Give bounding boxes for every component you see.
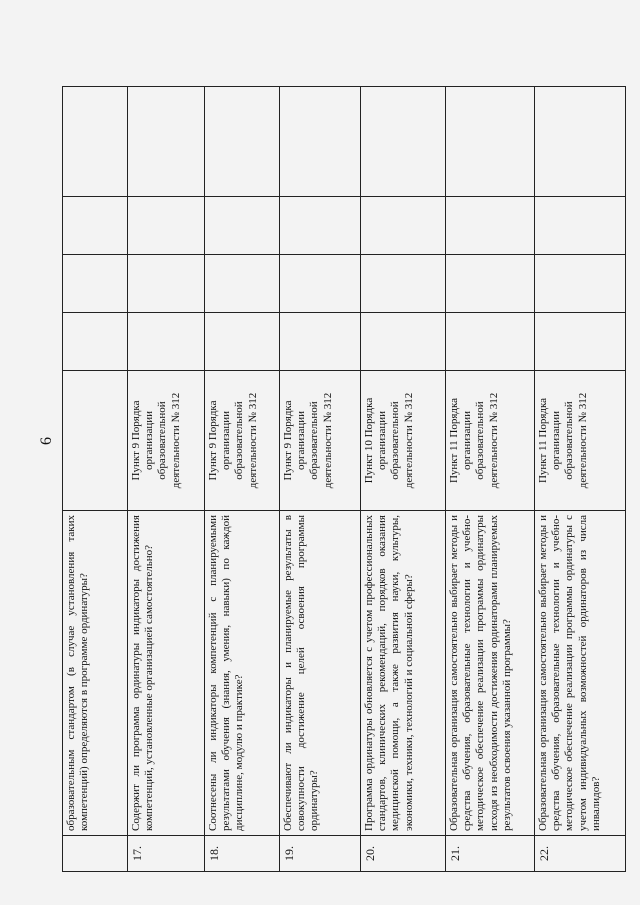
notes-cell — [205, 87, 280, 197]
question-cell: Программа ординатуры обновляется с учетом профессиональных стандартов, клинических рекомендаций, порядков оказания медицинской помощи, а также развития науки, культуры, экономики, техники, технологий и социальной сферы? — [361, 511, 446, 836]
question-cell: образовательным стандартом (в случае установления таких компетенций) определяются в программе ординатуры? — [63, 511, 128, 836]
question-cell: Соотнесены ли индикаторы компетенций с планируемыми результатами обучения (знания, умения, навыки) по каждой дисциплине, модулю и практике? — [205, 511, 280, 836]
checklist-table — [62, 86, 626, 872]
notes-cell — [280, 87, 361, 197]
answer-cell — [446, 255, 535, 313]
answer-cell — [446, 313, 535, 371]
answer-cell — [535, 255, 626, 313]
answer-cell — [63, 313, 128, 371]
notes-cell — [535, 87, 626, 197]
table-row — [535, 87, 626, 872]
answer-cell — [361, 197, 446, 255]
reference-cell: Пункт 9 Порядка организации образовательной деятельности № 312 — [205, 371, 280, 511]
row-number — [63, 836, 128, 872]
reference-cell: Пункт 10 Порядка организации образовательной деятельности № 312 — [361, 371, 446, 511]
answer-cell — [280, 255, 361, 313]
answer-cell — [128, 197, 205, 255]
table-row — [446, 87, 535, 872]
answer-cell — [205, 313, 280, 371]
answer-cell — [280, 197, 361, 255]
answer-cell — [128, 313, 205, 371]
row-number: 22. — [535, 836, 626, 872]
row-number: 17. — [128, 836, 205, 872]
question-cell: Содержит ли программа ординатуры индикаторы достижения компетенций, установленные организацией самостоятельно? — [128, 511, 205, 836]
answer-cell — [280, 313, 361, 371]
row-number: 18. — [205, 836, 280, 872]
question-cell: Образовательная организация самостоятельно выбирает методы и средства обучения, образовательные технологии и учебно-методическое обеспечение реализации программы ординатуры с учетом индивидуальных возможностей ординаторов из числа инвалидов? — [535, 511, 626, 836]
reference-cell: Пункт 11 Порядка организации образовательной деятельности № 312 — [446, 371, 535, 511]
notes-cell — [361, 87, 446, 197]
question-cell: Обеспечивают ли индикаторы и планируемые результаты в совокупности достижение целей освоения программы ординатуры? — [280, 511, 361, 836]
answer-cell — [361, 313, 446, 371]
answer-cell — [63, 197, 128, 255]
answer-cell — [446, 197, 535, 255]
reference-cell — [63, 371, 128, 511]
answer-cell — [128, 255, 205, 313]
answer-cell — [63, 255, 128, 313]
answer-cell — [205, 197, 280, 255]
table-row — [63, 87, 128, 872]
answer-cell — [535, 313, 626, 371]
table-row — [280, 87, 361, 872]
reference-cell: Пункт 9 Порядка организации образовательной деятельности № 312 — [280, 371, 361, 511]
checklist-table-wrapper — [62, 87, 602, 872]
answer-cell — [205, 255, 280, 313]
table-row — [205, 87, 280, 872]
reference-cell: Пункт 11 Порядка организации образовательной деятельности № 312 — [535, 371, 626, 511]
table-row — [361, 87, 446, 872]
answer-cell — [361, 255, 446, 313]
row-number: 19. — [280, 836, 361, 872]
row-number: 21. — [446, 836, 535, 872]
row-number: 20. — [361, 836, 446, 872]
page-number: 6 — [38, 437, 55, 445]
table-row — [128, 87, 205, 872]
question-cell: Образовательная организация самостоятельно выбирает методы и средства обучения, образовательные технологии и учебно-методическое обеспечение реализации программы ординатуры исходя из необходимости достижения ординаторами планируемых результатов освоения указанной программы? — [446, 511, 535, 836]
answer-cell — [535, 197, 626, 255]
notes-cell — [63, 87, 128, 197]
notes-cell — [128, 87, 205, 197]
notes-cell — [446, 87, 535, 197]
reference-cell: Пункт 9 Порядка организации образовательной деятельности № 312 — [128, 371, 205, 511]
